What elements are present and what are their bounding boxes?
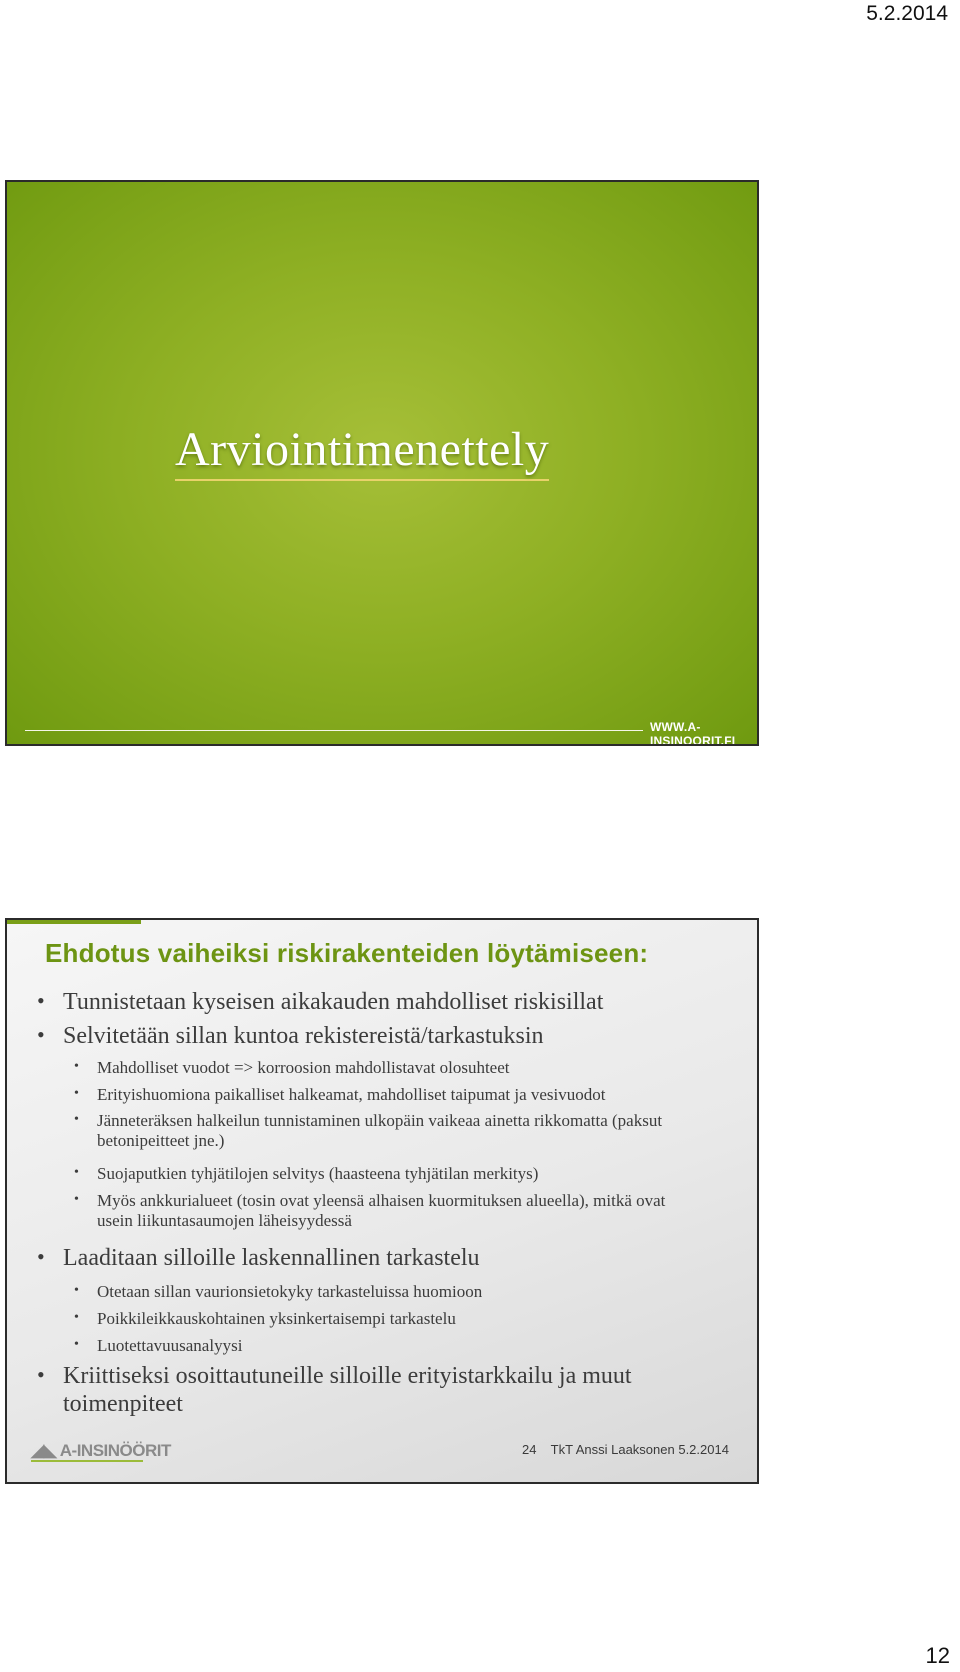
logo-underline [31,1460,143,1462]
bullet-icon: • [74,1310,79,1325]
page-number: 12 [925,1643,950,1668]
sub-bullet-item: • Jänneteräksen halkeilun tunnistaminen ulkopäin vaikeaa ainetta rikkomatta (paksut betonipeitteet jne.) [74,1111,663,1151]
bullet-item: • Laaditaan silloille laskennallinen tarkastelu [37,1244,480,1271]
footer-divider [25,730,643,731]
bullet-item: • Selvitetään sillan kuntoa rekistereistä/tarkastuksin [37,1022,544,1049]
sub-bullet-item: • Erityishuomiona paikalliset halkeamat, mahdolliset taipumat ja vesivuodot [74,1085,606,1104]
company-logo: ◢◣ A-INSINÖÖRIT [31,1441,171,1460]
bullet-icon: • [37,1362,45,1387]
bullet-icon: • [37,1022,45,1047]
bullet-icon: • [74,1086,79,1101]
sub-bullet-item: • Luotettavuusanalyysi [74,1336,243,1355]
sub-bullet-item: • Suojaputkien tyhjätilojen selvitys (haasteena tyhjätilan merkitys) [74,1164,539,1183]
bullet-icon: • [37,1244,45,1269]
bullet-icon: • [74,1112,79,1127]
page-date: 5.2.2014 [866,2,948,25]
bullet-icon: • [74,1192,79,1207]
slide-title: Arviointimenettely [175,422,549,481]
bullet-item: • Kriittiseksi osoittautuneille silloille erityistarkkailu ja muut toimenpiteet [37,1362,632,1418]
bullet-icon: • [74,1283,79,1298]
sub-bullet-item: • Mahdolliset vuodot => korroosion mahdollistavat olosuhteet [74,1058,510,1077]
bullet-icon: • [74,1337,79,1352]
logo-icon: ◢◣ [31,1441,57,1460]
bullet-icon: • [74,1059,79,1074]
sub-bullet-item: • Myös ankkurialueet (tosin ovat yleensä alhaisen kuormituksen alueella), mitkä ovat usein liikuntasaumojen läheisyydessä [74,1191,666,1231]
bullet-icon: • [74,1165,79,1180]
content-slide [5,918,759,1484]
bullet-icon: • [37,988,45,1013]
slide-heading: Ehdotus vaiheiksi riskirakenteiden löytämiseen: [45,938,649,968]
slide-footer: 24 TkT Anssi Laaksonen 5.2.2014 [522,1442,729,1457]
title-slide [5,180,759,746]
sub-bullet-item: • Otetaan sillan vaurionsietokyky tarkasteluissa huomioon [74,1282,483,1301]
accent-bar [7,920,141,924]
bullet-item: • Tunnistetaan kyseisen aikakauden mahdolliset riskisillat [37,988,604,1015]
sub-bullet-item: • Poikkileikkauskohtainen yksinkertaisempi tarkastelu [74,1309,456,1328]
website-url: WWW.A-INSINOORIT.FI [650,720,736,746]
